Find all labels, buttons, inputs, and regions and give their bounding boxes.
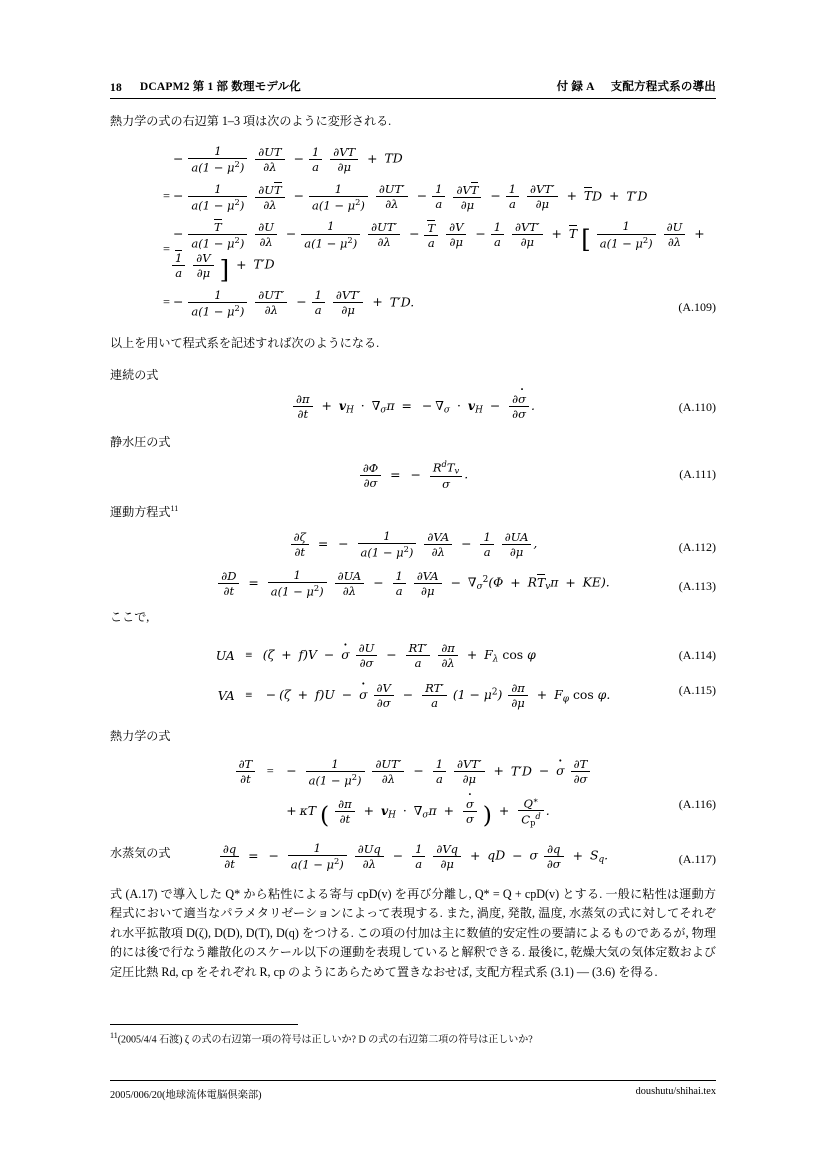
equation-number-A113: (A.113) (678, 579, 716, 594)
label-here: ここで, (110, 609, 150, 624)
equation-A117-body: $\frac{\partial q}{\partial t}$ = − $\frac{1}{a(1 - \mu^2)}$ $\frac{\partial Uq}{\partial\lambda}$ − $\frac{1}{a}$ $\frac{\partial Vq}{\partial\mu}$ + qD − σ $\frac{\partial q}{\partial\sigma}$ + $S_q$. (110, 841, 716, 871)
equation-A110 (110, 392, 716, 421)
after-A109-paragraph: 以上を用いて程式系を記述すれば次のようになる. (110, 336, 380, 351)
footnote-text: (2005/4/4 石渡) ζ の式の右辺第一項の符号は正しいか? D の式の右辺第二項の符号は正しいか? (117, 1034, 533, 1046)
footnote-item (110, 1030, 716, 1047)
equation-number-A112: (A.112) (678, 539, 716, 554)
footnote-block (110, 1024, 716, 1047)
equation-number-A115: (A.115) (678, 683, 716, 698)
intro-paragraph: 熱力学の式の右辺第 1–3 項は次のように変形される. (110, 114, 392, 128)
equation-A111-body: $\frac{\partial\Phi}{\partial\sigma}$ = − $\frac{R^dT_v}{\sigma}$ . (110, 459, 716, 491)
equation-A111 (110, 459, 716, 491)
page-number: 18 (110, 82, 122, 94)
equation-A116-body: $\frac{\partial T}{\partial t}$ = − $\frac{1}{a(1 - \mu^2)}$ $\frac{\partial UT'}{\partial\lambda}$ − $\frac{1}{a}$ $\frac{\partial VT'}{\partial\mu}$ + T′D − · σ $\frac{\partial T}{\partial\sigma}$ + κT ( $\frac{\partial\pi}{\partial t}$ + $v_H \cdot \nabla_\sigma\pi$ + · $\frac{\sigma}{\sigma}$ ) + $\frac{Q^∗}{C_p^d}$ . (234, 753, 593, 833)
label-hydrostatic: 静水圧の式 (110, 435, 171, 450)
equation-A112 (110, 529, 716, 559)
equation-number-A117: (A.117) (678, 852, 716, 867)
label-momentum-text: 運動方程式 (110, 504, 171, 519)
equation-A109 (110, 141, 716, 322)
equation-A112-body: $\frac{\partial\zeta}{\partial t}$ = − $\frac{1}{a(1 - \mu^2)}$ $\frac{\partial VA}{\partial\lambda}$ − $\frac{1}{a}$ $\frac{\partial UA}{\partial\mu}$ , (110, 529, 716, 559)
label-momentum (110, 503, 716, 520)
equation-number-A116: (A.116) (678, 796, 716, 811)
footnote-rule (110, 1024, 298, 1025)
running-head (110, 78, 716, 99)
page-content (110, 78, 716, 983)
label-moisture: 水蒸気の式 (110, 846, 171, 861)
equation-A113 (110, 568, 716, 598)
equation-A117 (110, 841, 716, 871)
footnote-marker-11: 11 (170, 503, 179, 513)
label-thermodynamics: 熱力学の式 (110, 728, 171, 743)
equation-number-A114: (A.114) (678, 648, 716, 663)
equation-A109-body: − $\frac{1}{a(1 - \mu^2)}$ $\frac{\partial UT}{\partial\lambda}$ − $\frac{1}{a}$ $\frac{\partial VT}{\partial\mu}$ + TD = − $\frac{1}{a(1 - \mu^2)}$ $\frac{\partial UT}{\partial\lambda}$ − $\frac{1}{a(1 - \mu^2)}$ $\frac{\partial UT'}{\partial\lambda}$ − $\frac{1}{a}$ $\frac{\partial VT}{\partial\mu}$ − $\frac{1}{a}$ $\frac{\partial VT'}{\partial\mu}$ + TD + T′D = − $\frac{T}{a(1 - \mu^2)}$ $\frac{\partial U}{\partial\lambda}$ − $\frac{1}{a(1 - \mu^2)}$ $\frac{\partial UT'}{\partial\lambda}$ − $\frac{T}{a}$ $\frac{\partial V}{\partial\mu}$ − $\frac{1}{a}$ $\frac{\partial VT'}{\partial\mu}$ + T [ $\frac{1}{a(1 - \mu^2)}$ $\frac{\partial U}{\partial\lambda}$ + $\frac{1}{a}$ $\frac{\partial V}{\partial\mu}$ ] + T′D = − $\frac{1}{a(1 - \mu^2)}$ $\frac{\partial UT'}{\partial\lambda}$ − $\frac{1}{a}$ $\frac{\partial VT'}{\partial\mu}$ + T′D. (163, 144, 705, 318)
footer-left: 2005/006/20(地球流体電脳倶楽部) (110, 1090, 262, 1101)
closing-paragraph: 式 (A.17) で導入した Q* から粘性による寄与 cpD(v) を再び分離し, Q* = Q + cpD(v) とする. 一般に粘性は運動方程式において適当なパラメタリゼーションによって表現する. また, 渦度, 発散, 温度, 水蒸気の式に対してそれぞれ水平拡散項 D(ζ), D(D), D(T), D(q) をつける. この項の付加は主に数値的安定性の要請によるものであるが, 物理的には後で行なう離散化のスケール以下の運動を表現していると解釈できる. 最後に, 乾燥大気の気体定数および定圧比熱 Rd, cp をそれぞれ R, cp のようにあらためて置きなおせば, 支配方程式系 (3.1) — (3.6) を得る. (110, 886, 716, 979)
running-head-left: DCAPM2 第 1 部 数理モデル化 (139, 81, 301, 93)
footer-right: doushutu/shihai.tex (635, 1086, 716, 1097)
page-footer (110, 1080, 716, 1101)
running-head-appendix: 付 録 A (556, 81, 595, 93)
equation-A110-body: $\frac{\partial\pi}{\partial t}$ + $v_H \cdot \nabla_\sigma\pi$ = − $\nabla_\sigma \cdot v_H$ − $\frac{\partial\cdot \sigma}{\partial\sigma}$ . (110, 392, 716, 421)
running-head-right: 支配方程式系の導出 (610, 81, 716, 93)
equation-A116 (110, 753, 716, 833)
equation-A114-A115 (110, 636, 716, 714)
equation-number-A110: (A.110) (678, 400, 716, 415)
label-continuity: 連続の式 (110, 368, 159, 383)
equation-number-A111: (A.111) (679, 467, 716, 482)
equation-A115-row: VA ≡ − (ζ + f)U − · σ $\frac{\partial V}{\partial\sigma}$ − $\frac{RT'}{a}$ $(1 - \mu^2)$ $\frac{\partial\pi}{\partial\mu}$ + $F_\varphi$ cos φ. (216, 676, 611, 715)
equation-number-A109: (A.109) (678, 300, 716, 315)
footnote-number: 11 (110, 1031, 118, 1040)
equation-A113-body: $\frac{\partial D}{\partial t}$ = $\frac{1}{a(1 - \mu^2)}$ $\frac{\partial UA}{\partial\lambda}$ − $\frac{1}{a}$ $\frac{\partial VA}{\partial\mu}$ − $\nabla_\sigma^2(\Phi + RT_v\pi + KE)$. (110, 568, 716, 598)
definition-equations (216, 636, 611, 714)
equation-A114-row: UA ≡ (ζ + f)V − · σ $\frac{\partial U}{\partial\sigma}$ − $\frac{RT'}{a}$ $\frac{\partial\pi}{\partial\lambda}$ + $F_\lambda$ cos φ (216, 636, 611, 675)
